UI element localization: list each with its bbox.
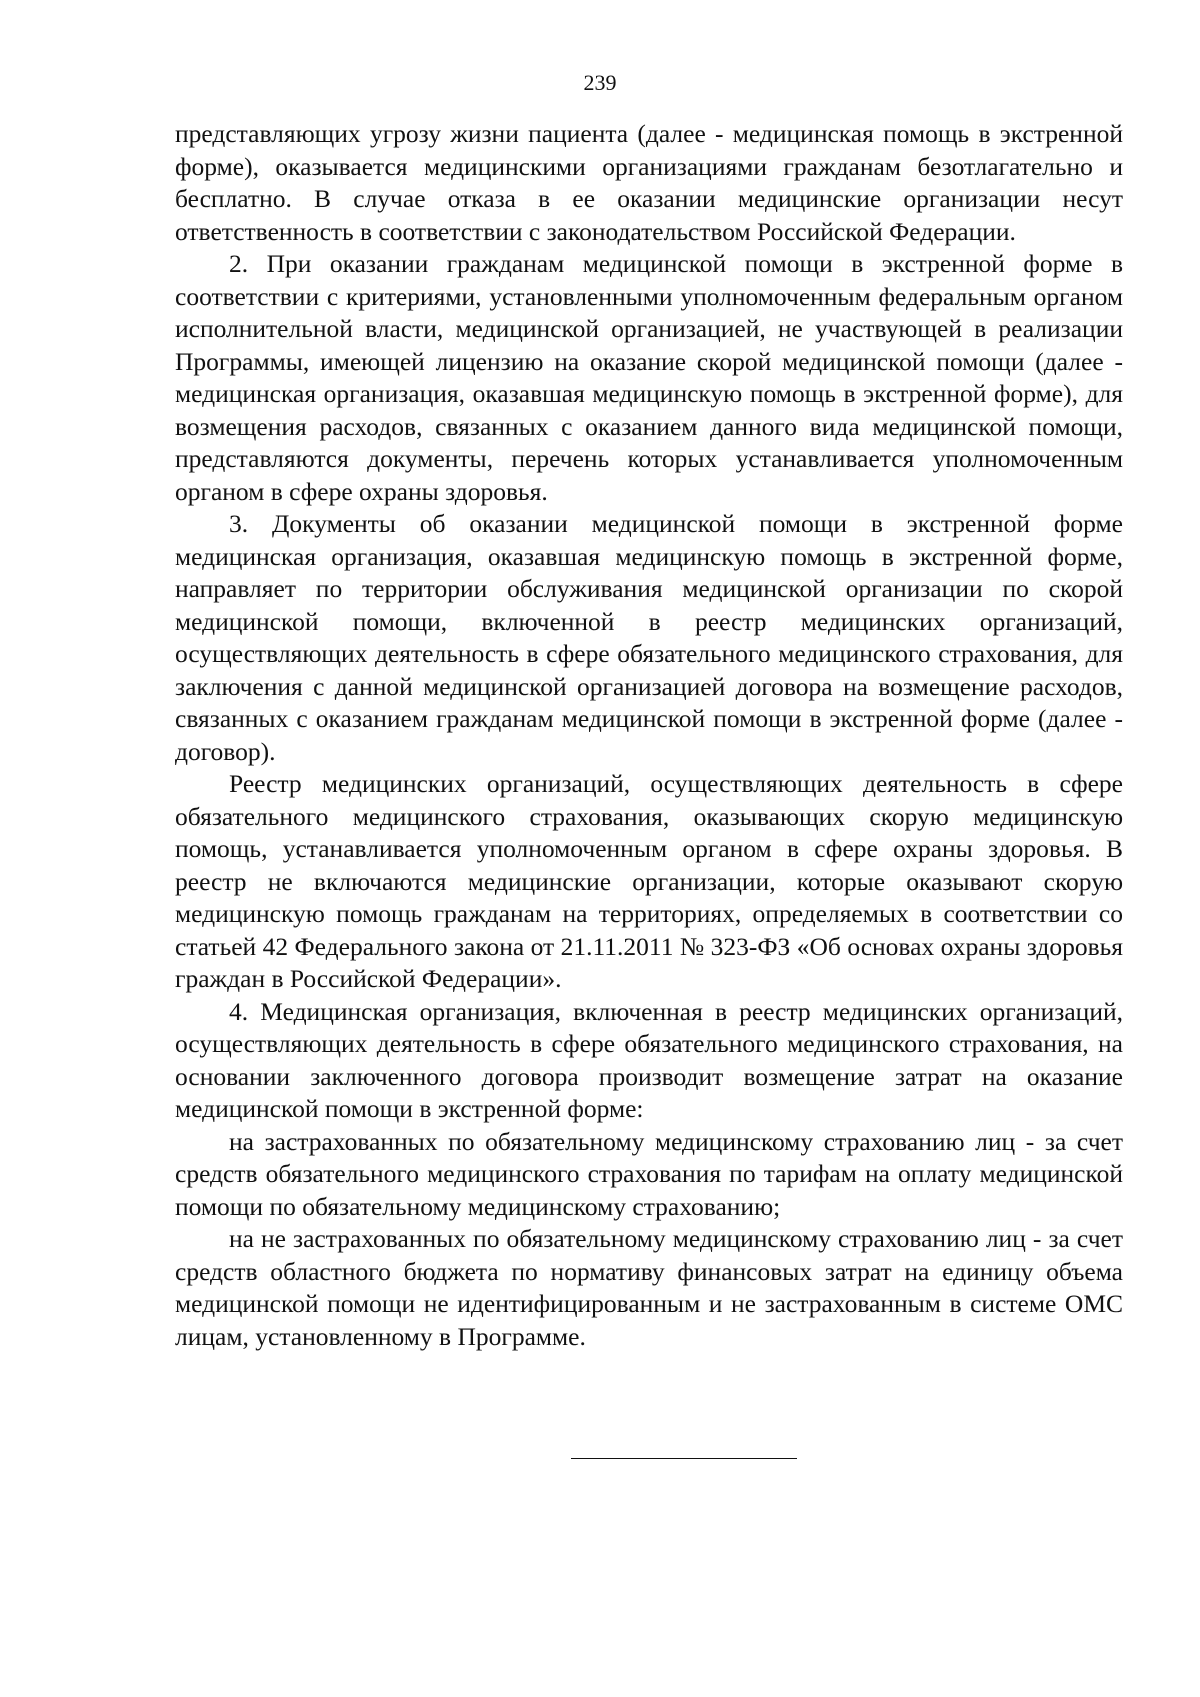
paragraph-item-4: 4. Медицинская организация, включенная в реестр медицинских организаций, осуществляющих деятельность в сфере обязательного медицинского страхования, на основании заключенного договора производит возмещение затрат на оказание медицинской помощи в экстренной форме: (175, 996, 1123, 1123)
paragraph-registry: Реестр медицинских организаций, осуществляющих деятельность в сфере обязательного медицинского страхования, оказывающих скорую медицинскую помощь, устанавливается уполномоченным органом в сфере охраны здоровья. В реестр не включаются медицинские организации, которые оказывают скорую медицинскую помощь гражданам на территориях, определяемых в соответствии со статьей 42 Федерального закона от 21.11.2011 № 323-ФЗ «Об основах охраны здоровья граждан в Российской Федерации». (175, 769, 1123, 993)
page-number: 239 (583, 70, 617, 95)
paragraph-continuation: представляющих угрозу жизни пациента (далее - медицинская помощь в экстренной форме), оказывается медицинскими организациями гражданам безотлагательно и бесплатно. В случае отказа в ее оказании медицинские организации несут ответственность в соответствии с законодательством Российской Федерации. (175, 119, 1123, 246)
end-of-document-rule (571, 1458, 797, 1459)
paragraph-insured: на застрахованных по обязательному медицинскому страхованию лиц - за счет средств обязательного медицинского страхования по тарифам на оплату медицинской помощи по обязательному медицинскому страхованию; (175, 1126, 1123, 1221)
paragraph-uninsured: на не застрахованных по обязательному медицинскому страхованию лиц - за счет средств областного бюджета по нормативу финансовых затрат на единицу объема медицинской помощи не идентифицированным и не застрахованным в системе ОМС лицам, установленному в Программе. (175, 1224, 1123, 1351)
document-body (175, 118, 1123, 1353)
paragraph-item-2: 2. При оказании гражданам медицинской помощи в экстренной форме в соответствии с критериями, установленными уполномоченным федеральным органом исполнительной власти, медицинской организацией, не участвующей в реализации Программы, имеющей лицензию на оказание скорой медицинской помощи (далее - медицинская организация, оказавшая медицинскую помощь в экстренной форме), для возмещения расходов, связанных с оказанием данного вида медицинской помощи, представляются документы, перечень которых устанавливается уполномоченным органом в сфере охраны здоровья. (175, 249, 1123, 506)
paragraph-item-3: 3. Документы об оказании медицинской помощи в экстренной форме медицинская организация, оказавшая медицинскую помощь в экстренной форме, направляет по территории обслуживания медицинской организации по скорой медицинской помощи, включенной в реестр медицинских организаций, осуществляющих деятельность в сфере обязательного медицинского страхования, для заключения с данной медицинской организацией договора на возмещение расходов, связанных с оказанием гражданам медицинской помощи в экстренной форме (далее - договор). (175, 509, 1123, 766)
